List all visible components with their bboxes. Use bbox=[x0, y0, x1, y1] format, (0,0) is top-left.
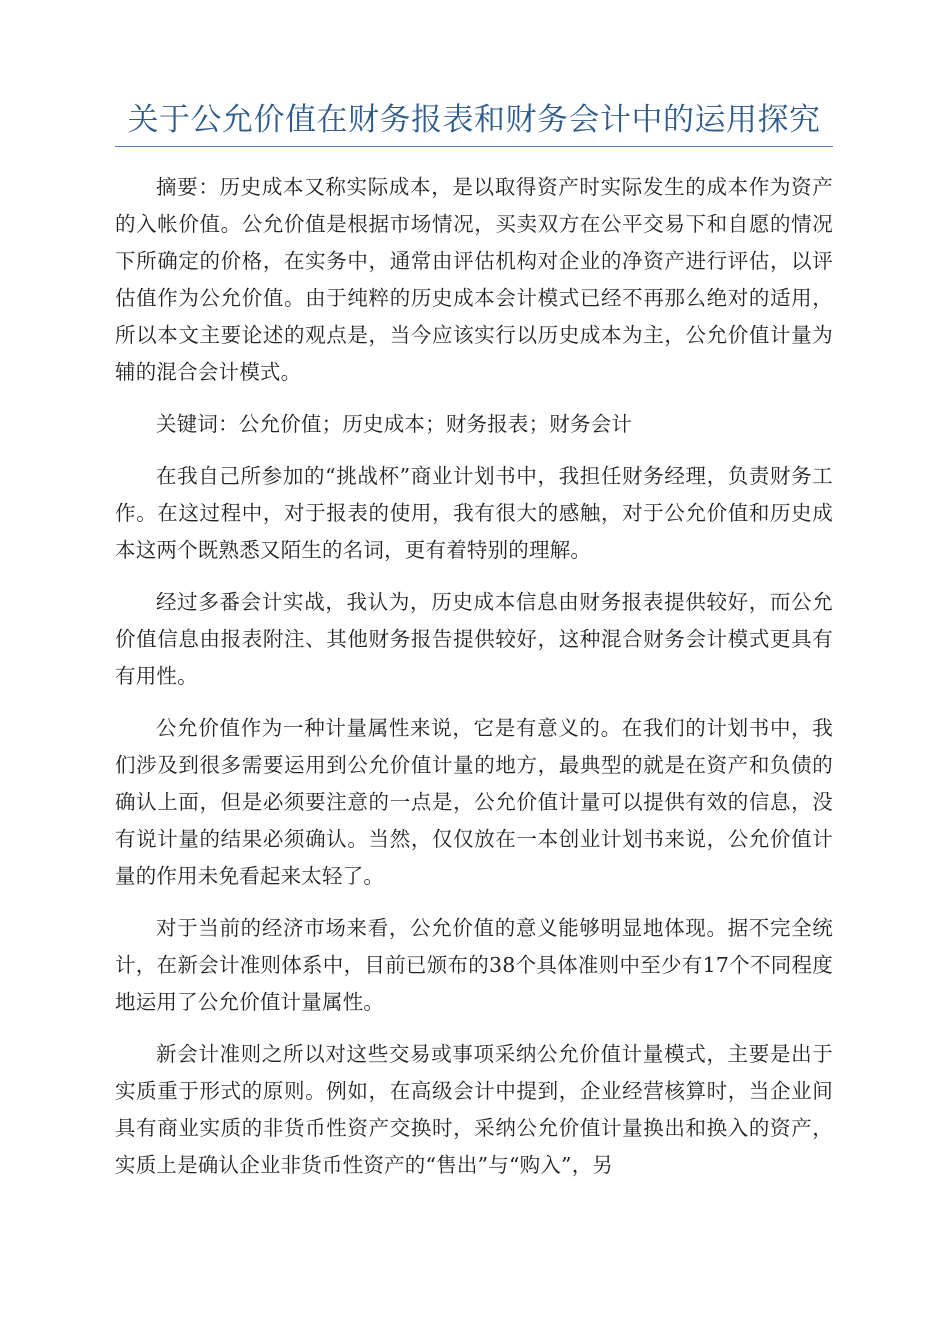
abstract-paragraph: 摘要：历史成本又称实际成本，是以取得资产时实际发生的成本作为资产的入帐价值。公允价值是根据市场情况，买卖双方在公平交易下和自愿的情况下所确定的价格，在实务中，通常由评估机构对企业的净资产进行评估，以评估值作为公允价值。由于纯粹的历史成本会计模式已经不再那么绝对的适用，所以本文主要论述的观点是，当今应该实行以历史成本为主，公允价值计量为辅的混合会计模式。 bbox=[115, 175, 833, 384]
document-page bbox=[115, 100, 833, 1199]
body-paragraph: 公允价值作为一种计量属性来说，它是有意义的。在我们的计划书中，我们涉及到很多需要运用到公允价值计量的地方，最典型的就是在资产和负债的确认上面，但是必须要注意的一点是，公允价值计量可以提供有效的信息，没有说计量的结果必须确认。当然，仅仅放在一本创业计划书来说，公允价值计量的作用未免看起来太轻了。 bbox=[115, 716, 833, 888]
body-paragraph: 新会计准则之所以对这些交易或事项采纳公允价值计量模式，主要是出于实质重于形式的原则。例如，在高级会计中提到，企业经营核算时，当企业间具有商业实质的非货币性资产交换时，采纳公允价值计量换出和换入的资产，实质上是确认企业非货币性资产的“售出”与“购入”，另 bbox=[115, 1042, 833, 1177]
document-title: 关于公允价值在财务报表和财务会计中的运用探究 bbox=[115, 100, 833, 147]
body-paragraph: 经过多番会计实战，我认为，历史成本信息由财务报表提供较好，而公允价值信息由报表附注、其他财务报告提供较好，这种混合财务会计模式更具有有用性。 bbox=[115, 590, 833, 688]
body-paragraph: 在我自己所参加的“挑战杯”商业计划书中，我担任财务经理，负责财务工作。在这过程中，对于报表的使用，我有很大的感触，对于公允价值和历史成本这两个既熟悉又陌生的名词，更有着特别的理解。 bbox=[115, 464, 833, 562]
body-paragraph: 对于当前的经济市场来看，公允价值的意义能够明显地体现。据不完全统计，在新会计准则体系中，目前已颁布的38个具体准则中至少有17个不同程度地运用了公允价值计量属性。 bbox=[115, 916, 833, 1014]
document-body bbox=[115, 169, 833, 1184]
keywords-paragraph: 关键词：公允价值；历史成本；财务报表；财务会计 bbox=[156, 412, 633, 436]
